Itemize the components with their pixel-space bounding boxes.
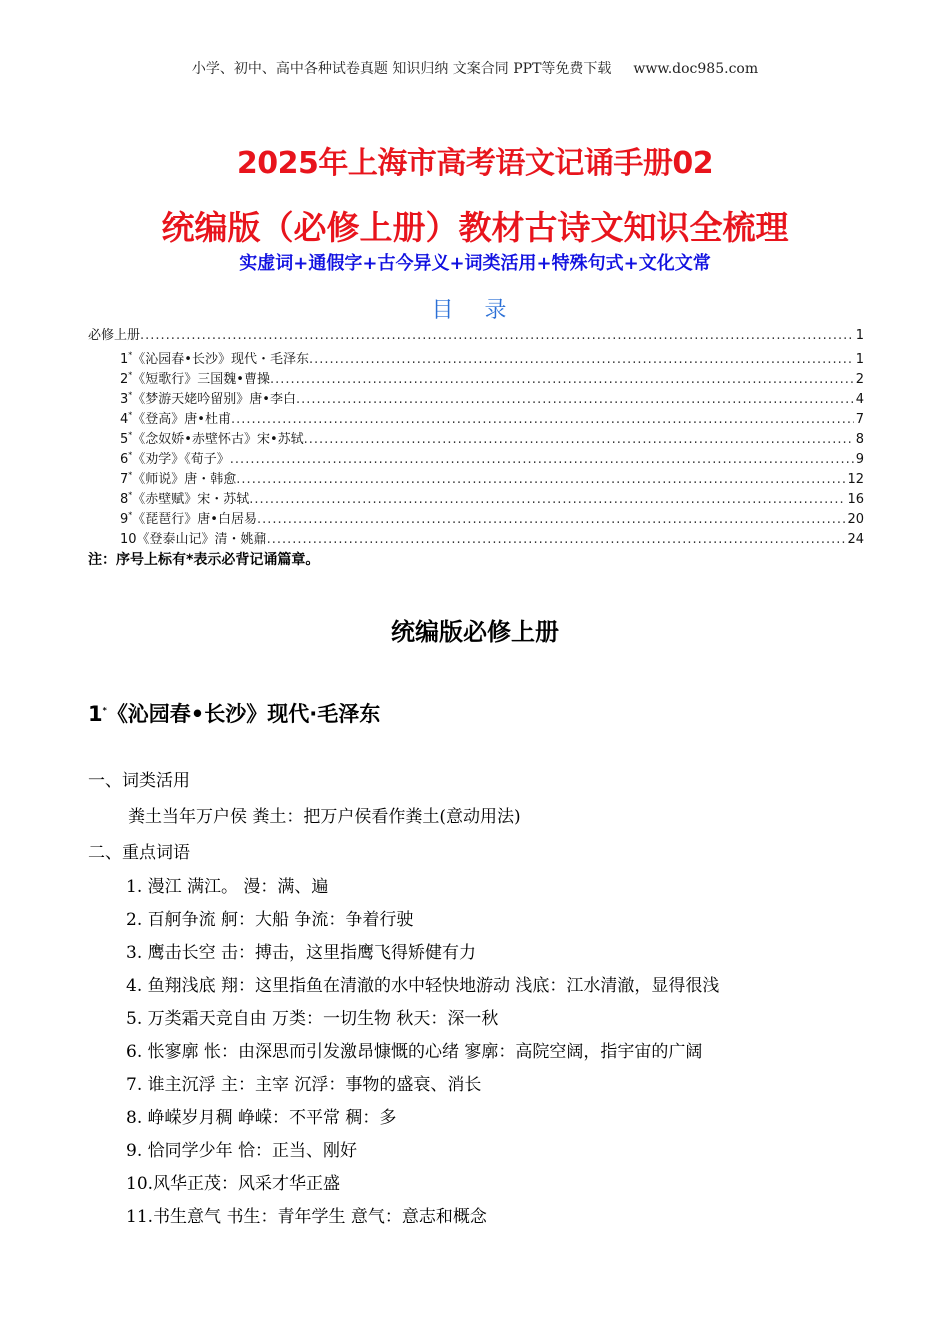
toc-entry-page: 20 bbox=[847, 512, 864, 527]
toc-entry-page: 2 bbox=[855, 372, 864, 387]
toc-entry-level1[interactable] bbox=[88, 324, 864, 348]
toc-entry[interactable] bbox=[88, 348, 864, 368]
toc-leader bbox=[257, 512, 846, 527]
toc-entry-num: 7 bbox=[120, 472, 129, 487]
toc-leader bbox=[140, 328, 854, 343]
toc-entry[interactable] bbox=[88, 408, 864, 428]
chapter-num: 1 bbox=[88, 702, 103, 726]
chapter-title bbox=[88, 698, 380, 728]
toc-entry-label bbox=[120, 408, 231, 427]
part1-heading: 一、词类活用 bbox=[88, 771, 190, 791]
toc-entry-label bbox=[120, 468, 236, 487]
toc-entry[interactable] bbox=[88, 428, 864, 448]
toc-entry-num: 4 bbox=[120, 412, 129, 427]
toc-entry-num: 2 bbox=[120, 372, 129, 387]
term-line: 10.风华正茂：风采才华正盛 bbox=[126, 1174, 341, 1194]
term-line: 1. 漫江 满江。 漫：满、遍 bbox=[126, 877, 329, 897]
toc-entry-star: * bbox=[128, 410, 133, 420]
header-text: 小学、初中、高中各种试卷真题 知识归纳 文案合同 PPT等免费下载 bbox=[191, 61, 612, 77]
main-title: 2025年上海市高考语文记诵手册02 bbox=[236, 146, 714, 181]
toc-entry-text: 《沁园春•长沙》现代・毛泽东 bbox=[132, 352, 309, 367]
toc-entry-page: 7 bbox=[855, 412, 864, 427]
term-line: 11.书生意气 书生：青年学生 意气：意志和概念 bbox=[126, 1207, 487, 1227]
chapter-star: * bbox=[102, 706, 107, 715]
toc-entry-label bbox=[120, 488, 249, 507]
toc-entry-page: 4 bbox=[855, 392, 864, 407]
subtitle: 统编版（必修上册）教材古诗文知识全梳理 bbox=[161, 208, 789, 247]
term-line: 9. 恰同学少年 恰：正当、刚好 bbox=[126, 1141, 358, 1161]
term-line: 8. 峥嵘岁月稠 峥嵘：不平常 稠：多 bbox=[126, 1108, 397, 1128]
toc-entry-text: 《登高》唐•杜甫 bbox=[132, 412, 231, 427]
toc-entry-page: 24 bbox=[847, 532, 864, 547]
toc-leader bbox=[236, 472, 845, 487]
toc-entry-page: 16 bbox=[847, 492, 864, 507]
toc-entry-label: 必修上册 bbox=[88, 328, 141, 343]
toc-entry-star: * bbox=[128, 350, 133, 360]
toc-entry-page: 8 bbox=[855, 432, 864, 447]
toc-entry-star: * bbox=[128, 510, 133, 520]
toc-leader bbox=[231, 412, 854, 427]
toc-entry-num: 8 bbox=[120, 492, 129, 507]
toc-entry-label bbox=[120, 388, 296, 407]
part2-heading: 二、重点词语 bbox=[88, 843, 190, 863]
toc-entry-label bbox=[120, 508, 257, 527]
toc-leader bbox=[304, 432, 854, 447]
toc-entry-label bbox=[120, 368, 270, 387]
toc-entry[interactable] bbox=[88, 488, 864, 508]
toc-entry-star: * bbox=[128, 470, 133, 480]
toc-entry-text: 《师说》唐・韩愈 bbox=[132, 472, 237, 487]
toc-entry-text: 《登泰山记》清・姚鼐 bbox=[136, 532, 267, 547]
table-of-contents bbox=[88, 324, 864, 548]
toc-entry-page: 1 bbox=[855, 352, 864, 367]
toc-entry[interactable] bbox=[88, 448, 864, 468]
term-line: 5. 万类霜天竞自由 万类：一切生物 秋天：深一秋 bbox=[126, 1009, 499, 1029]
toc-leader bbox=[270, 372, 854, 387]
toc-entry-star: * bbox=[128, 370, 133, 380]
toc-entry-text: 《赤壁赋》宋・苏轼 bbox=[132, 492, 250, 507]
toc-entry-num: 6 bbox=[120, 452, 129, 467]
page-header bbox=[0, 58, 950, 78]
toc-entry-page: 1 bbox=[855, 328, 864, 343]
toc-entry-text: 《劝学》《荀子》 bbox=[132, 452, 230, 467]
header-site[interactable]: www.doc985.com bbox=[633, 61, 759, 77]
chapter-title-text: 《沁园春•长沙》现代·毛泽东 bbox=[106, 702, 381, 726]
toc-note: 注：序号上标有*表示必背记诵篇章。 bbox=[88, 552, 320, 568]
toc-entry[interactable] bbox=[88, 388, 864, 408]
toc-entry-num: 3 bbox=[120, 392, 129, 407]
toc-entry-star: * bbox=[128, 390, 133, 400]
toc-leader bbox=[249, 492, 845, 507]
toc-leader bbox=[230, 452, 854, 467]
toc-entry-label bbox=[120, 348, 309, 367]
term-line: 2. 百舸争流 舸：大船 争流：争着行驶 bbox=[126, 910, 414, 930]
toc-entry[interactable] bbox=[88, 468, 864, 488]
toc-title: 目 录 bbox=[431, 298, 519, 323]
toc-entry-star: * bbox=[128, 450, 133, 460]
term-line: 7. 谁主沉浮 主：主宰 沉浮：事物的盛衰、消长 bbox=[126, 1075, 482, 1095]
term-line: 4. 鱼翔浅底 翔：这里指鱼在清澈的水中轻快地游动 浅底：江水清澈，显得很浅 bbox=[126, 976, 720, 996]
toc-entry-num: 1 bbox=[120, 352, 129, 367]
term-line: 6. 怅寥廓 怅：由深思而引发激昂慷慨的心绪 寥廓：高院空阔，指宇宙的广阔 bbox=[126, 1042, 703, 1062]
toc-entry-label bbox=[120, 528, 267, 547]
toc-entry[interactable] bbox=[88, 368, 864, 388]
toc-entry-text: 《念奴娇•赤壁怀古》宋•苏轼 bbox=[132, 432, 304, 447]
part1-line: 粪土当年万户侯 粪土：把万户侯看作粪土(意动用法) bbox=[128, 807, 521, 827]
toc-entry-page: 9 bbox=[855, 452, 864, 467]
toc-entry-label bbox=[120, 448, 230, 467]
toc-entry-label bbox=[120, 428, 304, 447]
topics-line: 实虚词+通假字+古今异义+词类活用+特殊句式+文化文常 bbox=[239, 253, 711, 274]
toc-leader bbox=[267, 532, 846, 547]
section-title: 统编版必修上册 bbox=[391, 618, 559, 646]
toc-entry-num: 9 bbox=[120, 512, 129, 527]
toc-entry-star: * bbox=[128, 430, 133, 440]
toc-leader bbox=[309, 352, 854, 367]
toc-entry-text: 《琵琶行》唐•白居易 bbox=[132, 512, 257, 527]
toc-entry-text: 《梦游天姥吟留别》唐•李白 bbox=[132, 392, 296, 407]
toc-entry-text: 《短歌行》三国魏•曹操 bbox=[132, 372, 270, 387]
term-line: 3. 鹰击长空 击：搏击，这里指鹰飞得矫健有力 bbox=[126, 943, 477, 963]
toc-entry-num: 10 bbox=[120, 532, 137, 547]
toc-leader bbox=[296, 392, 854, 407]
toc-entry[interactable] bbox=[88, 508, 864, 528]
toc-entry-num: 5 bbox=[120, 432, 129, 447]
toc-entry-page: 12 bbox=[847, 472, 864, 487]
toc-entry[interactable] bbox=[88, 528, 864, 548]
toc-entry-star: * bbox=[128, 490, 133, 500]
